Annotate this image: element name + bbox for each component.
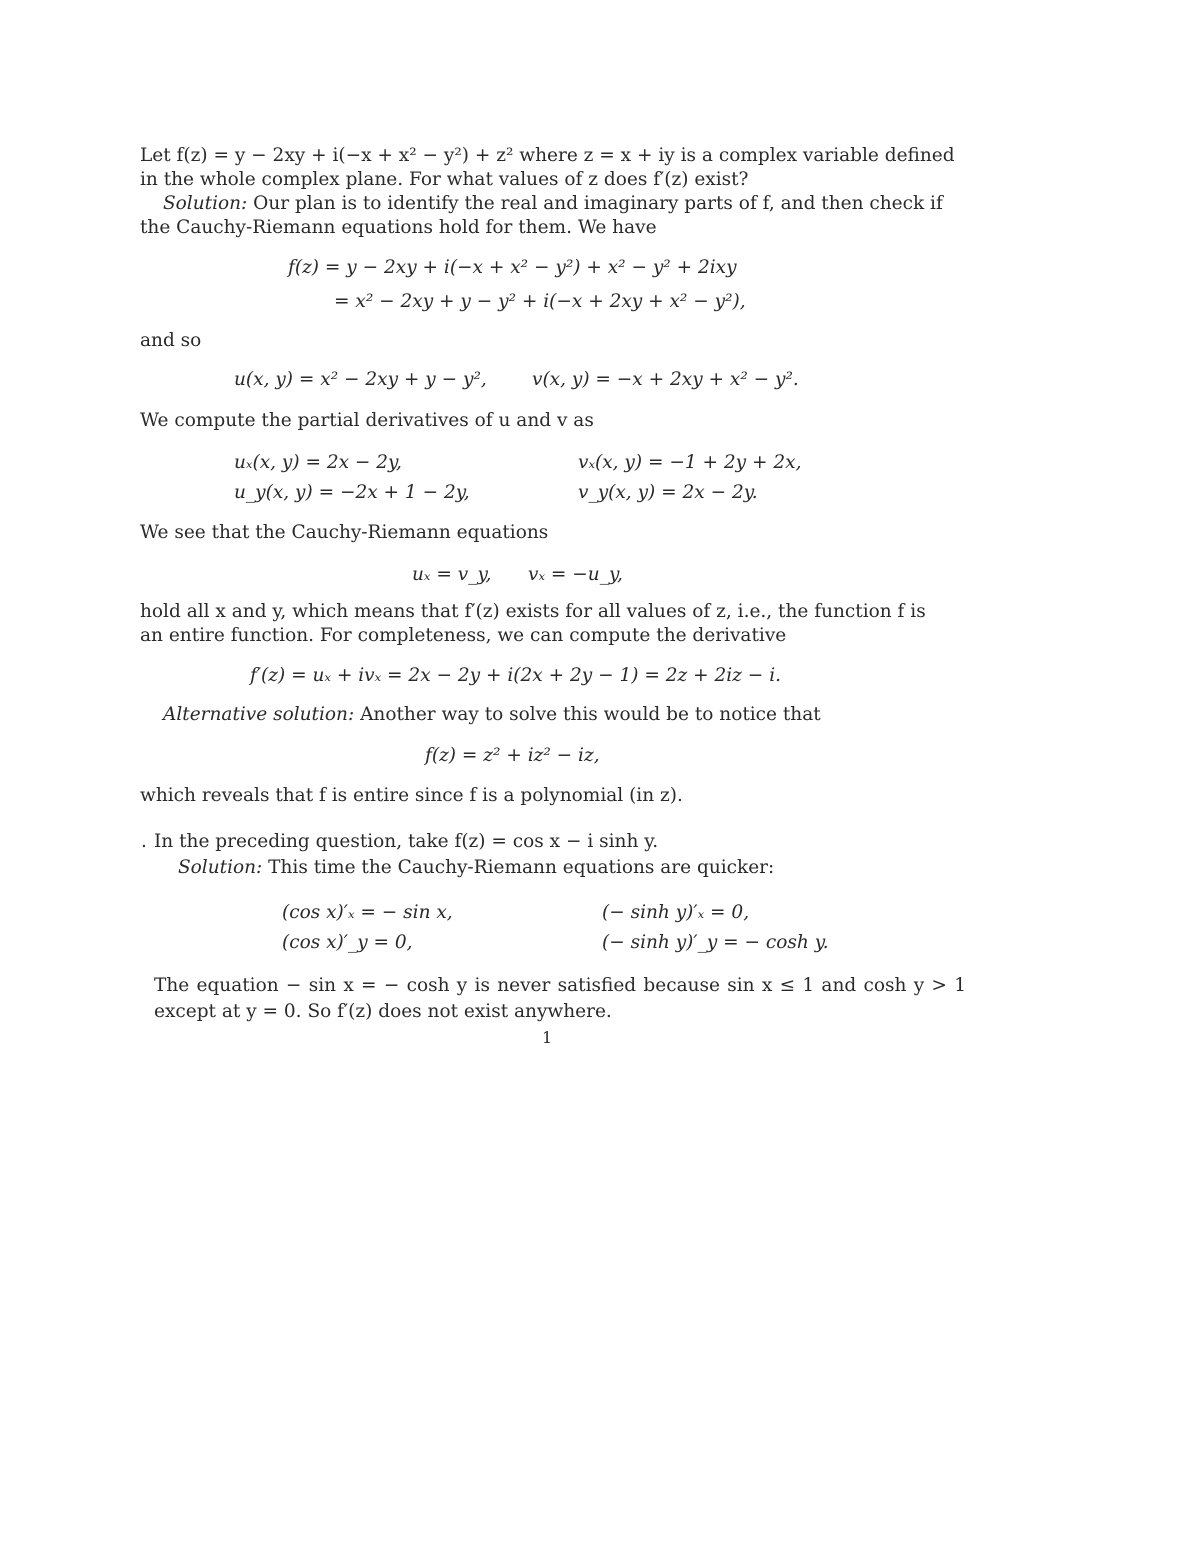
problem2-conclusion-line2: except at y = 0. So f′(z) does not exist anywhere. bbox=[154, 1001, 612, 1022]
equation-cos-x-partial-x: (cos x)′ₓ = − sin x, bbox=[282, 902, 453, 923]
hold-text-line1: hold all x and y, which means that f′(z) exists for all values of z, i.e., the function f is bbox=[140, 601, 926, 622]
alternative-solution-line bbox=[163, 703, 821, 727]
problem1-statement-line1: Let f(z) = y − 2xy + i(−x + x² − y²) + z² where z = x + iy is a complex variable defined bbox=[140, 145, 955, 166]
problem2-statement: In the preceding question, take f(z) = cos x − i sinh y. bbox=[154, 831, 659, 852]
equation-derivative: f′(z) = uₓ + ivₓ = 2x − 2y + i(2x + 2y − 1) = 2z + 2iz − i. bbox=[250, 665, 781, 686]
equation-polynomial: f(z) = z² + iz² − iz, bbox=[425, 745, 600, 766]
solution-label: Solution: bbox=[163, 193, 248, 214]
problem2-conclusion-line1: The equation − sin x = − cosh y is never satisfied because sin x ≤ 1 and cosh y > 1 bbox=[154, 975, 966, 996]
see-cauchy-riemann-text: We see that the Cauchy-Riemann equations bbox=[140, 522, 549, 543]
equation-f-expansion-line1: f(z) = y − 2xy + i(−x + x² − y²) + x² − y² + 2ixy bbox=[288, 257, 737, 278]
problem1-solution-line2: the Cauchy-Riemann equations hold for them. We have bbox=[140, 217, 657, 238]
compute-partials-text: We compute the partial derivatives of u and v as bbox=[140, 410, 594, 431]
equation-vy: v_y(x, y) = 2x − 2y. bbox=[578, 482, 758, 503]
equation-vx: vₓ(x, y) = −1 + 2y + 2x, bbox=[578, 452, 802, 473]
equation-uy: u_y(x, y) = −2x + 1 − 2y, bbox=[234, 482, 470, 503]
solution-text: Our plan is to identify the real and imaginary parts of f, and then check if bbox=[247, 193, 943, 214]
page-number: 1 bbox=[542, 1028, 553, 1047]
cauchy-riemann-eq1: uₓ = v_y, bbox=[412, 564, 492, 585]
cauchy-riemann-eq2: vₓ = −u_y, bbox=[528, 564, 623, 585]
reveals-entire-text: which reveals that f is entire since f is a polynomial (in z). bbox=[140, 785, 683, 806]
hold-text-line2: an entire function. For completeness, we can compute the derivative bbox=[140, 625, 787, 646]
problem2-solution-label: Solution: bbox=[178, 857, 263, 878]
problem2-marker: . bbox=[141, 831, 147, 852]
equation-ux: uₓ(x, y) = 2x − 2y, bbox=[234, 452, 402, 473]
equation-sinh-y-partial-x: (− sinh y)′ₓ = 0, bbox=[602, 902, 750, 923]
problem1-solution-line1 bbox=[163, 192, 943, 216]
alternative-solution-text: Another way to solve this would be to notice that bbox=[354, 704, 821, 725]
and-so-text: and so bbox=[140, 330, 202, 351]
equation-v: v(x, y) = −x + 2xy + x² − y². bbox=[532, 369, 799, 390]
problem2-solution-text: This time the Cauchy-Riemann equations are quicker: bbox=[262, 857, 775, 878]
equation-sinh-y-partial-y: (− sinh y)′_y = − cosh y. bbox=[602, 932, 829, 953]
problem1-statement-line2: in the whole complex plane. For what values of z does f′(z) exist? bbox=[140, 169, 749, 190]
equation-cos-x-partial-y: (cos x)′_y = 0, bbox=[282, 932, 413, 953]
equation-f-expansion-line2: = x² − 2xy + y − y² + i(−x + 2xy + x² − y²), bbox=[334, 291, 746, 312]
equation-u: u(x, y) = x² − 2xy + y − y², bbox=[234, 369, 487, 390]
problem2-solution-line bbox=[178, 856, 774, 880]
alternative-solution-label: Alternative solution: bbox=[163, 704, 355, 725]
